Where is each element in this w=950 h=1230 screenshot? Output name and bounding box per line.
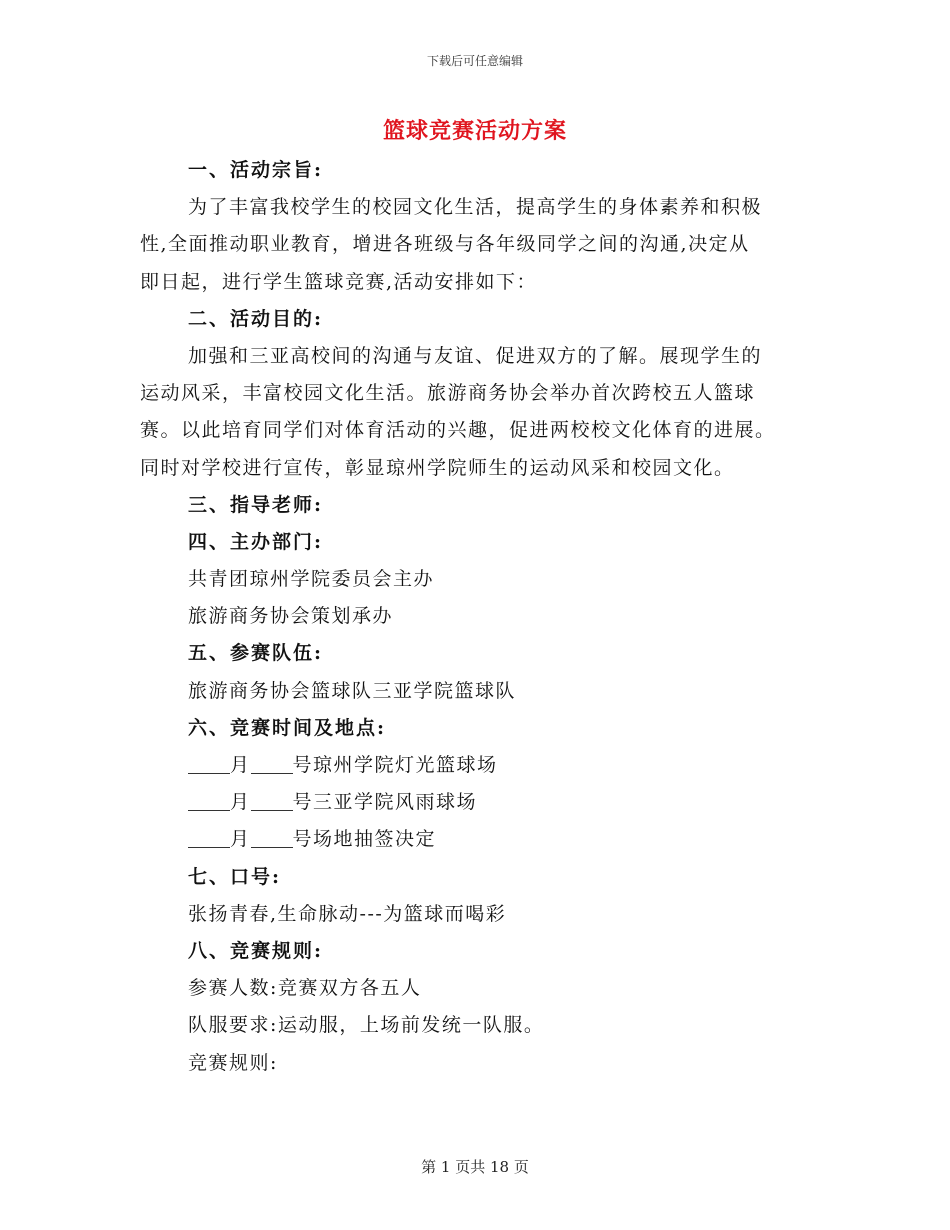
list-item: 参赛人数:竞赛双方各五人 xyxy=(188,977,422,1000)
section-heading-organizer: 四、主办部门: xyxy=(188,530,324,553)
blank-month xyxy=(188,792,230,811)
document-title: 篮球竞赛活动方案 xyxy=(382,118,567,144)
paragraph-line: 性,全面推动职业教育，增进各班级与各年级同学之间的沟通,决定从 xyxy=(140,233,750,256)
page-header: 下载后可任意编辑 xyxy=(426,54,523,68)
month-label: 月 xyxy=(230,828,251,851)
paragraph-line: 为了丰富我校学生的校园文化生活，提高学生的身体素养和积极 xyxy=(188,196,763,219)
section-heading-advisor: 三、指导老师: xyxy=(188,493,324,516)
paragraph-line: 即日起，进行学生篮球竞赛,活动安排如下： xyxy=(140,270,538,293)
list-item: 张扬青春,生命脉动---为篮球而喝彩 xyxy=(188,902,507,925)
paragraph-line: 赛。以此培育同学们对体育活动的兴趣，促进两校校文化体育的进展。 xyxy=(140,419,776,442)
schedule-text: 号琼州学院灯光篮球场 xyxy=(292,754,498,776)
blank-month xyxy=(188,829,230,848)
schedule-line xyxy=(140,821,810,858)
blank-day xyxy=(251,755,293,774)
schedule-text: 号三亚学院风雨球场 xyxy=(292,791,478,814)
blank-month xyxy=(188,755,230,774)
section-heading-goal: 二、活动目的: xyxy=(188,307,324,330)
blank-day xyxy=(251,792,293,811)
section-heading-slogan: 七、口号: xyxy=(188,865,282,888)
paragraph-line: 同时对学校进行宣传，彰显琼州学院师生的运动风采和校园文化。 xyxy=(140,456,735,479)
schedule-text: 号场地抽签决定 xyxy=(292,828,437,851)
list-item: 旅游商务协会策划承办 xyxy=(188,605,394,628)
list-item: 队服要求:运动服，上场前发统一队服。 xyxy=(188,1014,545,1037)
paragraph-line: 运动风采，丰富校园文化生活。旅游商务协会举办首次跨校五人篮球 xyxy=(140,382,756,405)
section-heading-purpose: 一、活动宗旨: xyxy=(188,159,324,181)
month-label: 月 xyxy=(230,791,251,814)
paragraph-line: 加强和三亚高校间的沟通与友谊、促进双方的了解。展现学生的 xyxy=(188,344,763,367)
schedule-line xyxy=(140,747,810,784)
section-heading-schedule: 六、竞赛时间及地点: xyxy=(188,716,387,739)
section-heading-teams: 五、参赛队伍: xyxy=(188,642,324,665)
list-item: 竞赛规则: xyxy=(188,1051,278,1074)
list-item: 共青团琼州学院委员会主办 xyxy=(188,568,435,591)
blank-day xyxy=(251,829,293,848)
section-heading-rules: 八、竞赛规则: xyxy=(188,939,324,962)
month-label: 月 xyxy=(230,754,251,776)
schedule-line xyxy=(140,784,810,821)
page-footer: 第 1 页共 18 页 xyxy=(421,1158,529,1176)
list-item: 旅游商务协会篮球队三亚学院篮球队 xyxy=(188,679,517,702)
document-body xyxy=(140,152,810,1082)
